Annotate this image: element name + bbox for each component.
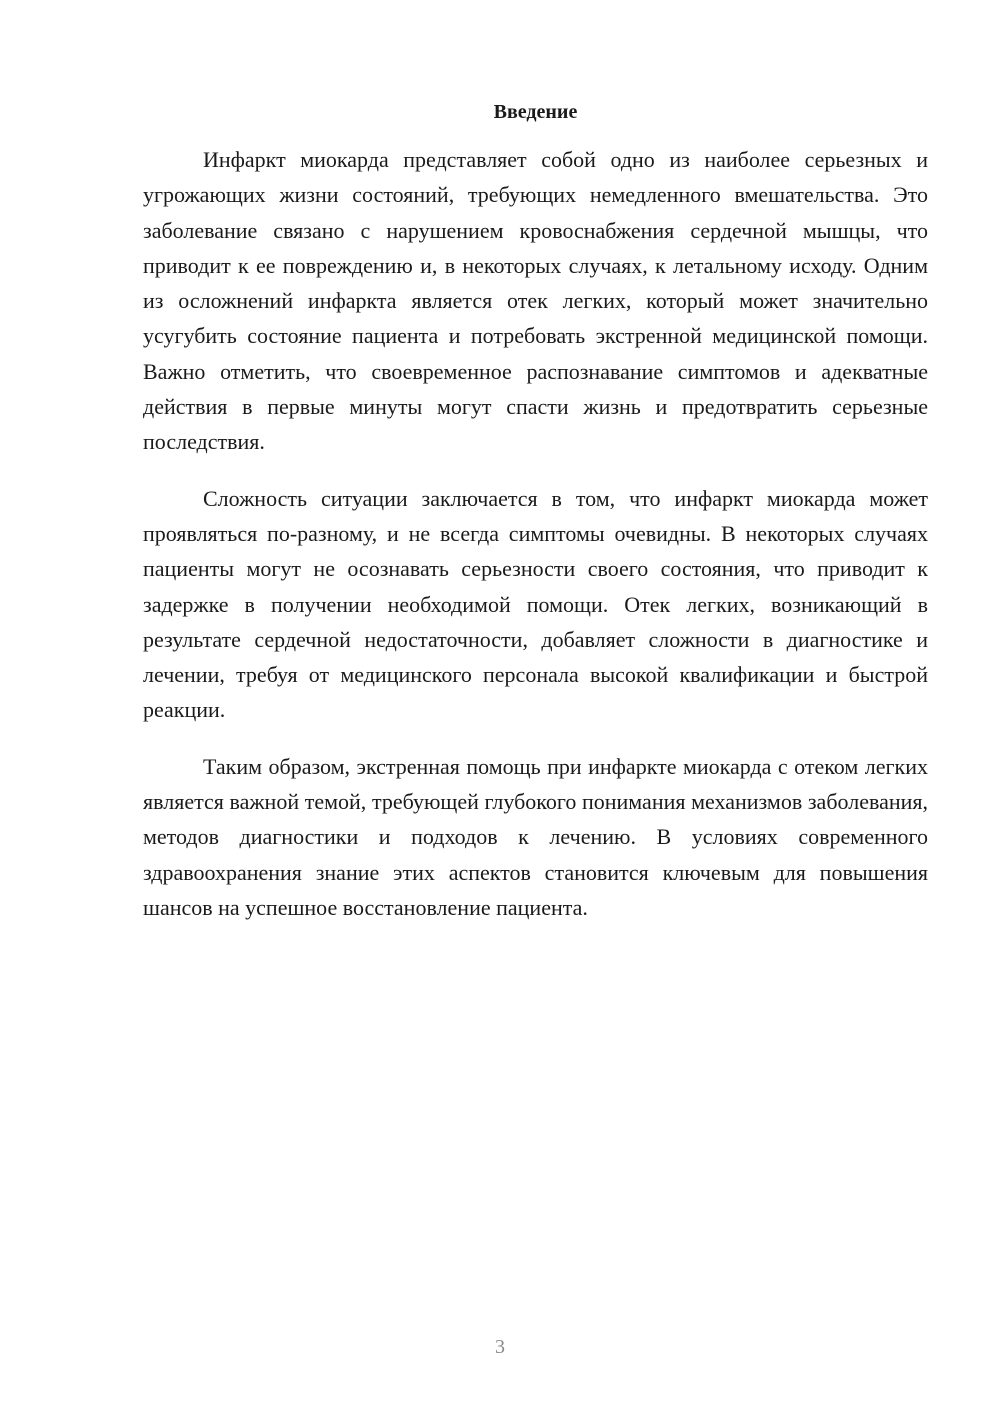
body-text	[143, 142, 928, 946]
paragraph-3: Таким образом, экстренная помощь при инфаркте миокарда с отеком легких является важной темой, требующей глубокого понимания механизмов заболевания, методов диагностики и подходов к лечению. В условиях современного здравоохранения знание этих аспектов становится ключевым для повышения шансов на успешное восстановление пациента.	[143, 753, 928, 920]
paragraph-1: Инфаркт миокарда представляет собой одно из наиболее серьезных и угрожающих жизни состояний, требующих немедленного вмешательства. Это заболевание связано с нарушением кровоснабжения сердечной мышцы, что приводит к ее повреждению и, в некоторых случаях, к летальному исходу. Одним из осложнений инфаркта является отек легких, который может значительно усугубить состояние пациента и потребовать экстренной медицинской помощи. Важно отметить, что своевременное распознавание симптомов и адекватные действия в первые минуты могут спасти жизнь и предотвратить серьезные последствия.	[143, 147, 928, 455]
page-number: 3	[495, 1336, 505, 1358]
section-heading: Введение	[493, 101, 578, 123]
paragraph-2: Сложность ситуации заключается в том, что инфаркт миокарда может проявляться по-разному, и не всегда симптомы очевидны. В некоторых случаях пациенты могут не осознавать серьезности своего состояния, что приводит к задержке в получении необходимой помощи. Отек легких, возникающий в результате сердечной недостаточности, добавляет сложности в диагностике и лечении, требуя от медицинского персонала высокой квалификации и быстрой реакции.	[143, 485, 928, 723]
